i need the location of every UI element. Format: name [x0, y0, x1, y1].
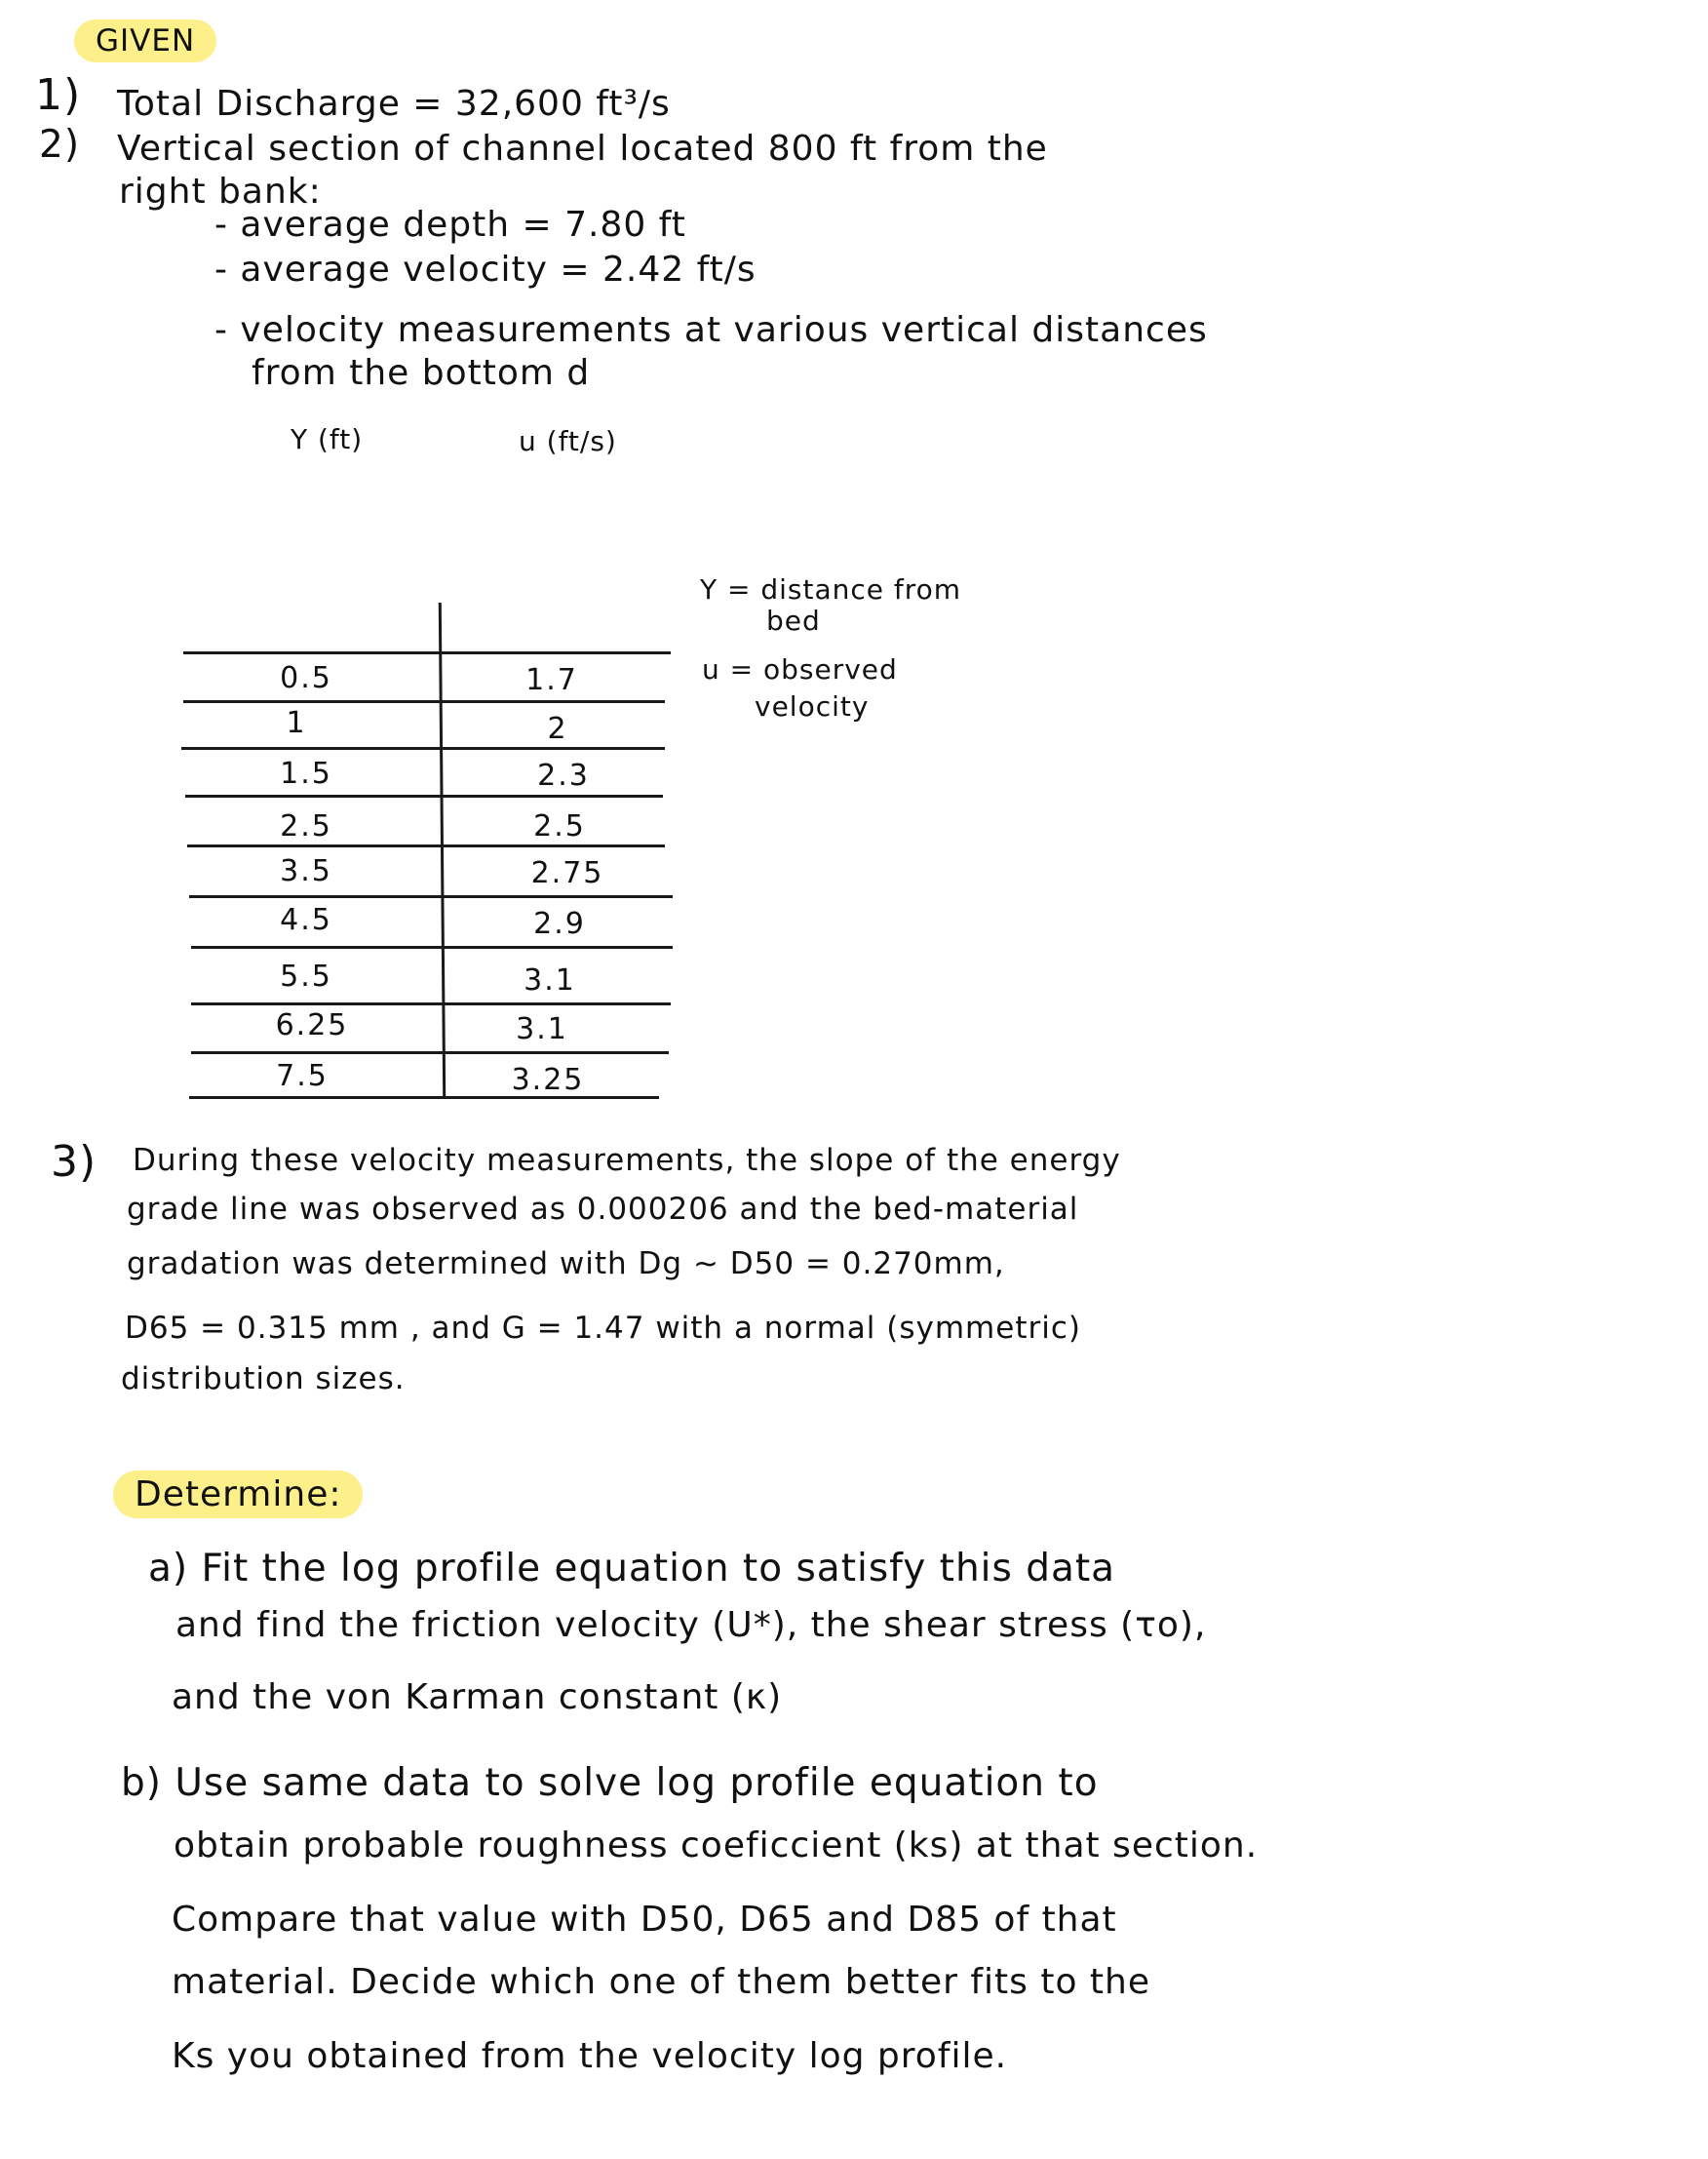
table-row-rule	[191, 946, 673, 949]
table-row-rule	[189, 895, 673, 898]
table-cell-y: 1	[286, 706, 307, 740]
determine-heading: Determine:	[113, 1471, 363, 1518]
table-cell-u: 2.75	[530, 856, 604, 890]
table-cell-y: 0.5	[280, 661, 332, 695]
table-cell-y: 7.5	[276, 1059, 329, 1093]
table-cell-u: 2.3	[537, 759, 590, 793]
table-cell-u: 2.5	[533, 809, 586, 844]
table-cell-y: 1.5	[280, 757, 332, 791]
table-cell-u: 3.1	[516, 1012, 568, 1046]
item-2-line-1: Vertical section of channel located 800 ft from the	[117, 129, 1048, 169]
table-header-u: u (ft/s)	[519, 425, 617, 457]
table-cell-y: 5.5	[280, 960, 332, 994]
item-2-number: 2)	[39, 123, 81, 167]
table-cell-y: 4.5	[280, 903, 332, 937]
item-3-line-2: grade line was observed as 0.000206 and the bed-material	[127, 1192, 1079, 1227]
part-b-line-2: obtain probable roughness coeficcient (ks) at that section.	[174, 1825, 1259, 1865]
table-row-rule	[191, 1002, 671, 1005]
part-a-line-3: and the von Karman constant (κ)	[172, 1677, 783, 1717]
table-header-rule	[183, 651, 671, 654]
table-row-rule	[185, 795, 663, 798]
table-cell-u: 3.25	[511, 1063, 585, 1097]
legend-u-line-1: u = observed	[702, 653, 898, 686]
part-b-line-4: material. Decide which one of them better fits to the	[172, 1962, 1151, 2002]
item-2-line-2: right bank:	[119, 172, 322, 212]
table-row-rule	[181, 747, 665, 750]
table-cell-y: 3.5	[280, 854, 332, 888]
item-3-number: 3)	[51, 1137, 97, 1187]
table-row-rule	[187, 844, 665, 847]
item-3-line-3: gradation was determined with Dg ~ D50 = 0.270mm,	[127, 1246, 1005, 1281]
table-header-y: Y (ft)	[291, 423, 364, 455]
legend-y-line-1: Y = distance from	[700, 573, 962, 606]
item-3-line-5: distribution sizes.	[121, 1361, 406, 1396]
item-1-number: 1)	[35, 70, 82, 120]
part-a-line-2: and find the friction velocity (U*), the shear stress (τo),	[175, 1605, 1207, 1645]
table-column-divider	[439, 603, 446, 1098]
part-b-line-1: b) Use same data to solve log profile equation to	[121, 1761, 1099, 1805]
bullet-velocity-measurements-cont: from the bottom d	[252, 353, 591, 393]
table-cell-u: 1.7	[525, 663, 578, 697]
table-row-rule	[191, 1051, 669, 1054]
item-3-line-1: During these velocity measurements, the slope of the energy	[133, 1143, 1121, 1178]
part-b-line-5: Ks you obtained from the velocity log profile.	[172, 2036, 1008, 2076]
item-3-line-4: D65 = 0.315 mm , and G = 1.47 with a normal (symmetric)	[125, 1311, 1081, 1346]
part-a-line-1: a) Fit the log profile equation to satisfy this data	[148, 1547, 1116, 1590]
part-b-line-3: Compare that value with D50, D65 and D85 of that	[172, 1900, 1117, 1940]
table-cell-y: 6.25	[275, 1008, 349, 1042]
table-cell-u: 3.1	[524, 963, 576, 998]
bullet-velocity-measurements: - velocity measurements at various vertical distances	[214, 310, 1208, 350]
legend-u-line-2: velocity	[755, 690, 870, 723]
item-1-text: Total Discharge = 32,600 ft³/s	[117, 84, 671, 124]
table-cell-y: 2.5	[280, 809, 332, 844]
table-row-rule	[183, 700, 665, 703]
table-cell-u: 2	[547, 712, 568, 746]
bullet-average-depth: - average depth = 7.80 ft	[214, 205, 686, 245]
table-cell-u: 2.9	[533, 907, 586, 941]
legend-y-line-2: bed	[766, 605, 821, 637]
bullet-average-velocity: - average velocity = 2.42 ft/s	[214, 250, 757, 290]
given-heading: GIVEN	[74, 20, 216, 62]
